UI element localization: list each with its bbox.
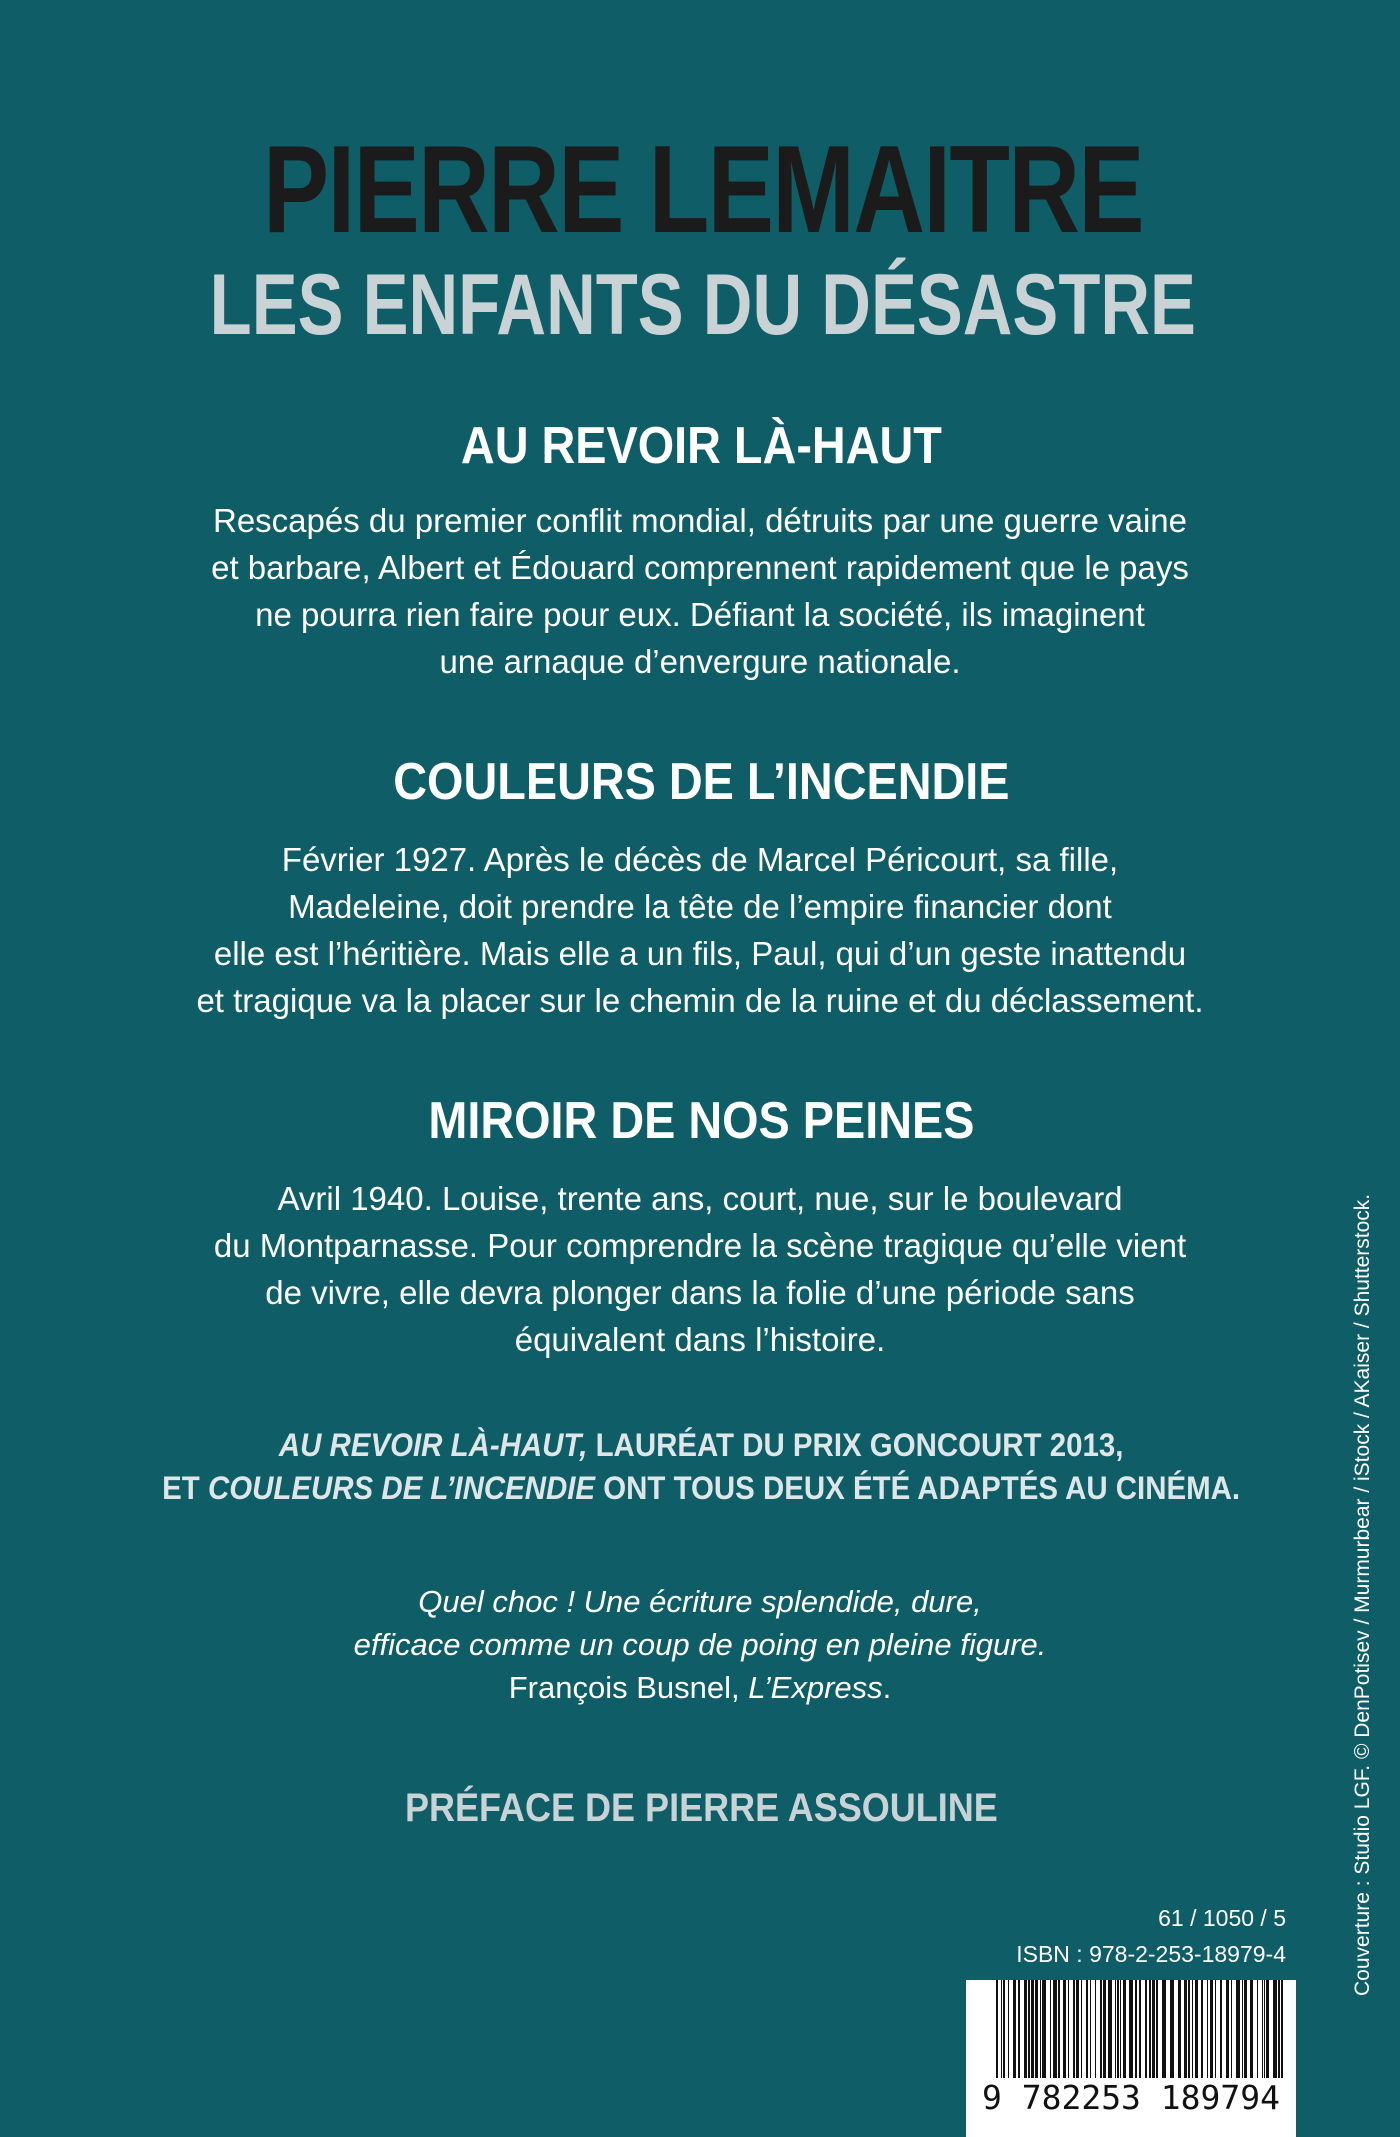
barcode-bar	[1149, 1980, 1151, 2090]
barcode-bar	[1018, 1980, 1020, 2090]
barcode-bars	[966, 1980, 1296, 2090]
barcode-bar	[1210, 1980, 1213, 2090]
preface-credit: PRÉFACE DE PIERRE ASSOULINE	[405, 1786, 998, 1830]
cover-credit: Couverture : Studio LGF. © DenPotisev / Murmurbear / iStock / AKaiser / Shutterstock.	[1351, 1193, 1374, 1996]
section-summary-au-revoir	[0, 497, 1400, 685]
barcode-bar	[1058, 1980, 1060, 2090]
barcode-bar	[1192, 1980, 1193, 2090]
section-title-couleurs: COULEURS DE L’INCENDIE	[393, 753, 1010, 811]
summary-line: équivalent dans l’histoire.	[514, 1321, 886, 1358]
barcode-bar	[1100, 1980, 1102, 2090]
barcode-bar	[1001, 1980, 1002, 2090]
barcode-bar	[1152, 1980, 1155, 2090]
section-summary-miroir	[0, 1175, 1400, 1363]
barcode-bar	[1231, 1980, 1232, 2090]
section-summary-couleurs	[0, 836, 1400, 1024]
barcode-bar	[1129, 1980, 1133, 2090]
catalog-code: 61 / 1050 / 5	[1158, 1905, 1286, 1931]
press-quote	[0, 1580, 1400, 1709]
quote-source: L’Express	[748, 1670, 883, 1705]
barcode-bar	[1242, 1980, 1243, 2090]
awards-statement	[57, 1424, 1345, 1510]
barcode-bar	[1103, 1980, 1106, 2090]
summary-line: du Montparnasse. Pour comprendre la scène tragique qu’elle vient	[213, 1227, 1187, 1264]
barcode-bar	[1156, 1980, 1158, 2090]
barcode	[966, 1980, 1296, 2137]
summary-line: ne pourra rien faire pour eux. Défiant la société, ils imaginent	[255, 596, 1145, 633]
barcode-bar	[1170, 1980, 1174, 2090]
isbn: ISBN : 978-2-253-18979-4	[1016, 1941, 1286, 1967]
barcode-bar	[1040, 1980, 1041, 2090]
barcode-bar	[1053, 1980, 1057, 2090]
summary-line: et tragique va la placer sur le chemin de la ruine et du déclassement.	[196, 982, 1204, 1019]
barcode-bar	[1003, 1980, 1005, 2090]
barcode-bar	[1031, 1980, 1034, 2090]
barcode-bar	[1244, 1980, 1247, 2090]
barcode-bar	[1095, 1980, 1096, 2090]
barcode-bar	[1024, 1980, 1027, 2090]
quote-punct: .	[882, 1670, 892, 1705]
awards-line-2	[57, 1467, 1345, 1510]
summary-line: elle est l’héritière. Mais elle a un fils, Paul, qui d’un geste inattendu	[213, 935, 1187, 972]
awards-text: ONT TOUS DEUX ÉTÉ ADAPTÉS AU CINÉMA.	[595, 1470, 1241, 1506]
awards-text: LAURÉAT DU PRIX GONCOURT 2013,	[587, 1427, 1124, 1463]
awards-title-italic: COULEURS DE L’INCENDIE	[207, 1470, 596, 1506]
section-title-miroir: MIROIR DE NOS PEINES	[428, 1092, 975, 1150]
barcode-bar	[1076, 1980, 1079, 2090]
quote-text: Quel choc ! Une écriture splendide, dure,	[418, 1584, 982, 1619]
barcode-bar	[1086, 1980, 1088, 2090]
barcode-bar	[1236, 1980, 1240, 2090]
barcode-bar	[1135, 1980, 1137, 2090]
barcode-bar	[1195, 1980, 1198, 2090]
awards-title-italic: AU REVOIR LÀ-HAUT,	[278, 1427, 588, 1463]
summary-line: Avril 1940. Louise, trente ans, court, nue, sur le boulevard	[277, 1180, 1123, 1217]
quote-text: efficace comme un coup de poing en pleine figure.	[353, 1627, 1047, 1662]
section-title-au-revoir: AU REVOIR LÀ-HAUT	[460, 417, 942, 475]
barcode-bar	[996, 1980, 998, 2090]
barcode-bar	[1262, 1980, 1263, 2090]
quote-line	[0, 1580, 1400, 1623]
summary-line: Rescapés du premier conflit mondial, détruits par une guerre vaine	[212, 502, 1187, 539]
barcode-bar	[1184, 1980, 1187, 2090]
barcode-bar	[1108, 1980, 1112, 2090]
barcode-bar	[1226, 1980, 1229, 2090]
barcode-bar	[1068, 1980, 1069, 2090]
barcode-bar	[1220, 1980, 1222, 2090]
barcode-bar	[1215, 1980, 1216, 2090]
barcode-bar	[1257, 1980, 1258, 2090]
barcode-bar	[1278, 1980, 1280, 2090]
barcode-bar	[1050, 1980, 1051, 2090]
barcode-bar	[1117, 1980, 1119, 2090]
quote-author: François Busnel,	[508, 1670, 749, 1705]
awards-text: ET	[162, 1470, 208, 1506]
barcode-bar	[1042, 1980, 1046, 2090]
barcode-bar	[1090, 1980, 1091, 2090]
summary-line: Février 1927. Après le décès de Marcel Péricourt, sa fille,	[281, 841, 1119, 878]
barcode-bar	[1120, 1980, 1121, 2090]
barcode-bar	[1162, 1980, 1166, 2090]
barcode-digits: 9 782253 189794	[966, 2078, 1296, 2118]
barcode-bar	[1145, 1980, 1147, 2090]
barcode-bar	[1178, 1980, 1181, 2090]
barcode-bar	[1266, 1980, 1269, 2090]
summary-line: une arnaque d’envergure nationale.	[439, 643, 961, 680]
barcode-bar	[1250, 1980, 1253, 2090]
barcode-bar	[1028, 1980, 1030, 2090]
barcode-bar	[1207, 1980, 1208, 2090]
barcode-bar	[1035, 1980, 1038, 2090]
barcode-bar	[1188, 1980, 1190, 2090]
awards-line-1	[57, 1424, 1345, 1467]
summary-line: de vivre, elle devra plonger dans la folie d’une période sans	[265, 1274, 1135, 1311]
barcode-bar	[1123, 1980, 1126, 2090]
barcode-bar	[1081, 1980, 1082, 2090]
barcode-bar	[1008, 1980, 1009, 2090]
barcode-bar	[1013, 1980, 1016, 2090]
barcode-bar	[1273, 1980, 1277, 2090]
barcode-bar	[1201, 1980, 1203, 2090]
quote-attribution	[0, 1666, 1400, 1709]
summary-line: et barbare, Albert et Édouard comprennent rapidement que le pays	[211, 549, 1189, 586]
summary-line: Madeleine, doit prendre la tête de l’empire financier dont	[288, 888, 1112, 925]
series-title: LES ENFANTS DU DÉSASTRE	[209, 257, 1196, 353]
barcode-bar	[1115, 1980, 1116, 2090]
barcode-bar	[1264, 1980, 1265, 2090]
barcode-bar	[1139, 1980, 1141, 2090]
barcode-bar	[1063, 1980, 1066, 2090]
barcode-bar	[1073, 1980, 1075, 2090]
quote-line	[0, 1623, 1400, 1666]
barcode-bar	[1281, 1980, 1283, 2090]
author-name: PIERRE LEMAITRE	[263, 121, 1143, 259]
